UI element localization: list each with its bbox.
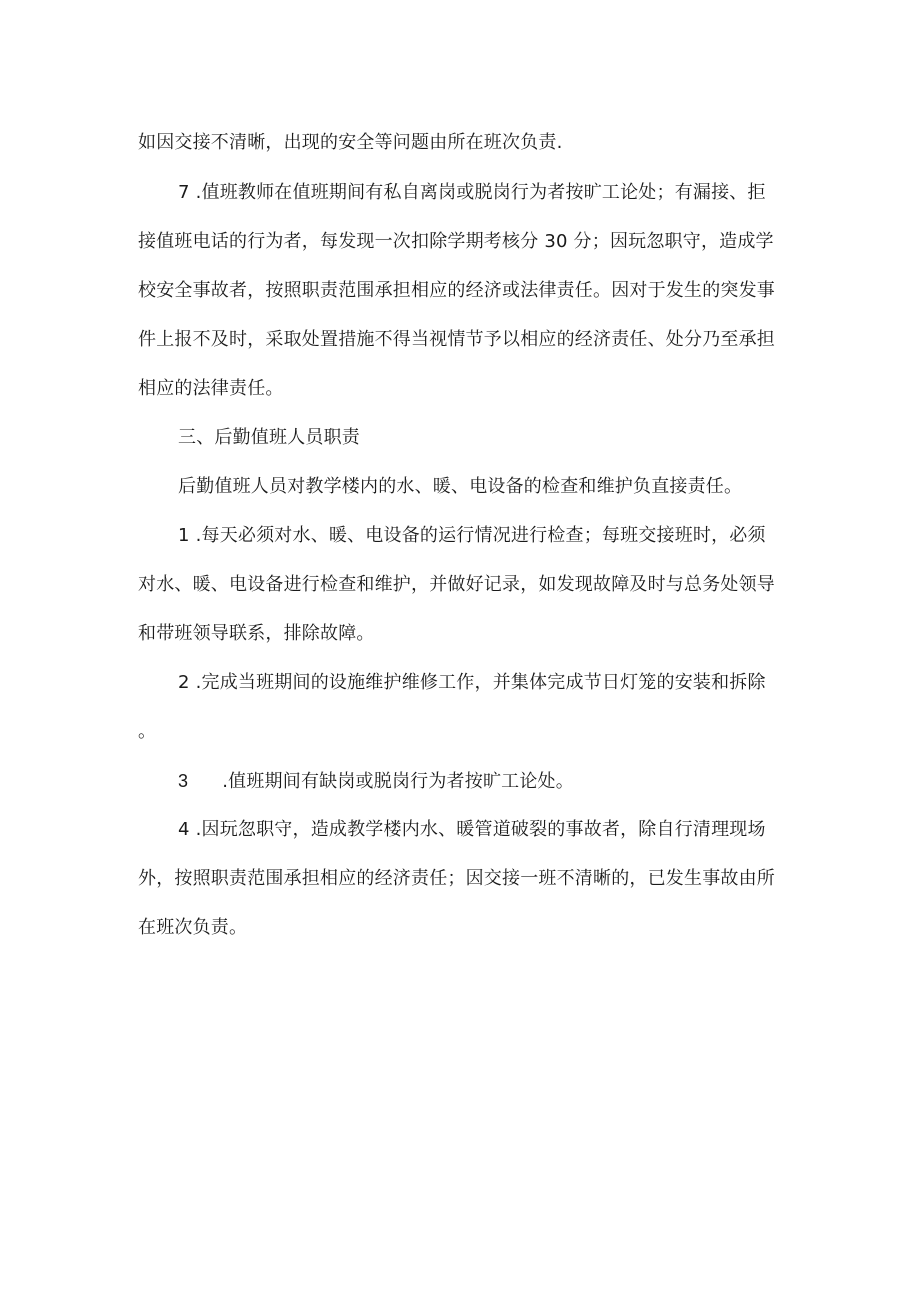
item-4-line-3: 在班次负责。 (138, 917, 248, 938)
item-3-line (178, 769, 838, 794)
item-1-line-2: 对水、暖、电设备进行检查和维护，并做好记录，如发现故障及时与总务处领导 (138, 574, 775, 595)
rule-7-line-4: 件上报不及时，采取处置措施不得当视情节予以相应的经济责任、处分乃至承担 (138, 329, 775, 350)
item-3-number: 3 (178, 771, 189, 791)
item-2-line-2: 。 (138, 721, 157, 742)
paragraph-line: 如因交接不清晰，出现的安全等问题由所在班次负责. (138, 132, 563, 153)
item-4-line-1: 4 .因玩忽职守，造成教学楼内水、暖管道破裂的事故者，除自行清理现场 (178, 819, 766, 840)
section-intro: 后勤值班人员对教学楼内的水、暖、电设备的检查和维护负直接责任。 (178, 476, 743, 497)
rule-7-line-1: 7 .值班教师在值班期间有私自离岗或脱岗行为者按旷工论处；有漏接、拒 (178, 182, 766, 203)
item-1-line-3: 和带班领导联系，排除故障。 (138, 623, 375, 644)
section-heading: 三、后勤值班人员职责 (178, 427, 360, 448)
item-2-line-1: 2 .完成当班期间的设施维护维修工作，并集体完成节日灯笼的安装和拆除 (178, 672, 766, 693)
rule-7-line-5: 相应的法律责任。 (138, 378, 284, 399)
rule-7-line-3: 校安全事故者，按照职责范围承担相应的经济或法律责任。因对于发生的突发事 (138, 280, 775, 301)
item-4-line-2: 外，按照职责范围承担相应的经济责任；因交接一班不清晰的，已发生事故由所 (138, 868, 775, 889)
rule-7-line-2: 接值班电话的行为者，每发现一次扣除学期考核分 30 分；因玩忽职守，造成学 (138, 231, 774, 252)
item-3-text: .值班期间有缺岗或脱岗行为者按旷工论处。 (222, 771, 574, 792)
item-1-line-1: 1 .每天必须对水、暖、电设备的运行情况进行检查；每班交接班时，必须 (178, 525, 766, 546)
